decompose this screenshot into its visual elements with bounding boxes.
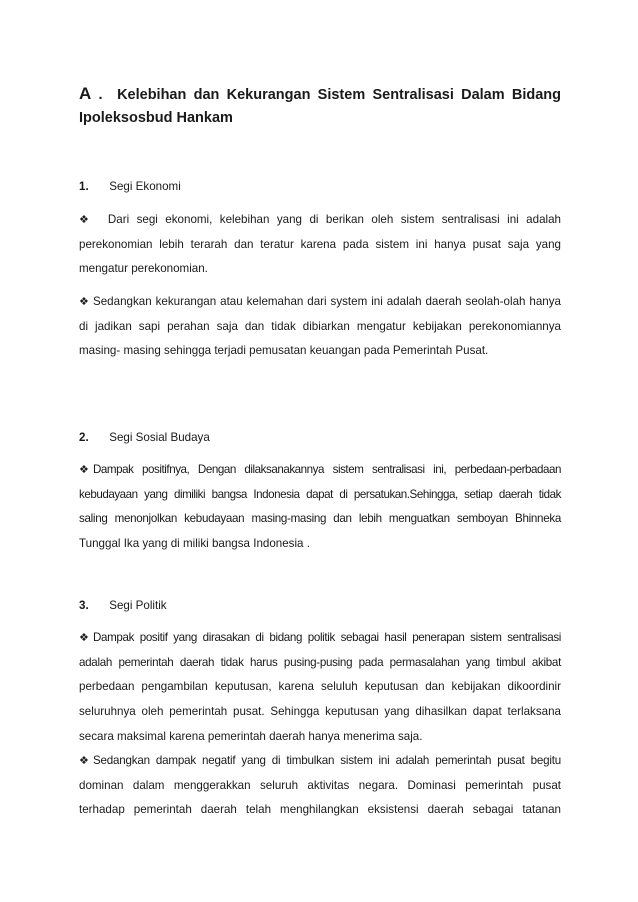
title-line-1: A . Kelebihan dan Kekurangan Sistem Sentralisasi Dalam Bidang [79,84,562,103]
bullet-icon: ❖ [79,632,89,644]
section-heading-sosial-budaya: 2. Segi Sosial Budaya [79,431,210,444]
paragraph-sosial-budaya: ❖ Dampak positifnya, Dengan dilaksanakannya sistem sentralisasi ini, perbedaan-perbadaan kebudayaan yang dimiliki bangsa Indonesia dapat di persatukan.Sehingga, setiap daerah tidak saling menonjolkan kebudayaan masing-masing dan lebih menguatkan semboyan Bhinneka Tunggal Ika yang di miliki bangsa Indonesia . [79,458,561,557]
paragraph-ekonomi-kelebihan: ❖ Dari segi ekonomi, kelebihan yang di berikan oleh sistem sentralisasi ini adalah perekonomian lebih terarah dan teratur karena pada sistem ini hanya pusat saja yang mengatur perekonomian. [79,208,561,282]
section-heading-ekonomi: 1. Segi Ekonomi [79,180,181,193]
bullet-icon: ❖ [79,214,89,226]
section-heading-politik: 3. Segi Politik [79,599,167,612]
paragraph-ekonomi-kekurangan: ❖ Sedangkan kekurangan atau kelemahan dari system ini adalah daerah seolah-olah hanya di jadikan sapi perahan saja dan tidak dibiarkan mengatur kebijakan perekonomiannya masing- masing sehingga terjadi pemusatan keuangan pada Pemerintah Pusat. [79,290,561,364]
paragraph-politik-negatif: ❖ Sedangkan dampak negatif yang di timbulkan sistem ini adalah pemerintah pusat begitu dominan dalam menggerakkan seluruh aktivitas negara. Dominasi pemerintah pusat terhadap pemerintah daerah telah menghilangkan eksistensi daerah sebagai tatanan [79,749,561,823]
bullet-icon: ❖ [79,296,89,308]
bullet-icon: ❖ [79,464,89,476]
title-line-2: Ipoleksosbud Hankam [79,109,233,126]
bullet-icon: ❖ [79,755,89,767]
paragraph-politik-positif: ❖ Dampak positif yang dirasakan di bidang politik sebagai hasil penerapan sistem sentralisasi adalah pemerintah daerah tidak harus pusing-pusing pada permasalahan yang timbul akibat perbedaan pengambilan keputusan, karena seluluh keputusan dan kebijakan dikoordinir seluruhnya oleh pemerintah pusat. Sehingga keputusan yang dihasilkan dapat terlaksana secara maksimal karena pemerintah daerah hanya menerima saja. [79,626,561,749]
document-title [79,78,561,134]
